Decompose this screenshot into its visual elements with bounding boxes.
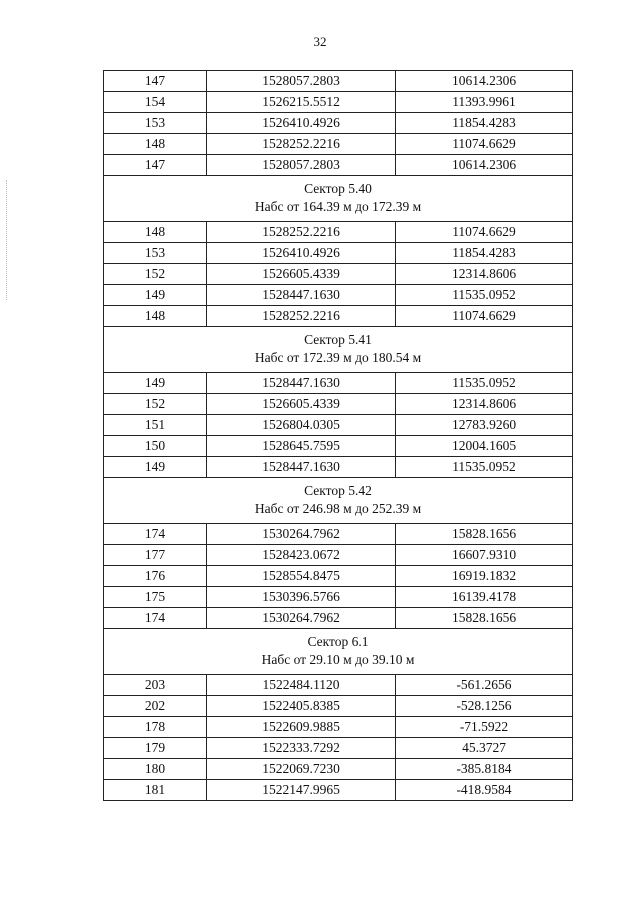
x-coordinate-cell: 1528423.0672 xyxy=(207,545,396,566)
x-coordinate-cell: 1522147.9965 xyxy=(207,780,396,801)
x-coordinate-cell: 1526410.4926 xyxy=(207,113,396,134)
x-coordinate-cell: 1528057.2803 xyxy=(207,155,396,176)
point-number-cell: 174 xyxy=(104,524,207,545)
y-coordinate-cell: 15828.1656 xyxy=(396,524,573,545)
y-coordinate-cell: 12314.8606 xyxy=(396,394,573,415)
x-coordinate-cell: 1522484.1120 xyxy=(207,675,396,696)
y-coordinate-cell: 12783.9260 xyxy=(396,415,573,436)
table-row xyxy=(104,373,573,394)
table-row xyxy=(104,71,573,92)
table-row xyxy=(104,608,573,629)
table-row xyxy=(104,134,573,155)
sector-height-range: Набс от 172.39 м до 180.54 м xyxy=(254,350,422,365)
point-number-cell: 151 xyxy=(104,415,207,436)
x-coordinate-cell: 1530264.7962 xyxy=(207,608,396,629)
y-coordinate-cell: 11854.4283 xyxy=(396,113,573,134)
point-number-cell: 149 xyxy=(104,373,207,394)
sector-title: Сектор 5.42 xyxy=(304,483,372,498)
point-number-cell: 148 xyxy=(104,306,207,327)
point-number-cell: 150 xyxy=(104,436,207,457)
table-row xyxy=(104,566,573,587)
point-number-cell: 178 xyxy=(104,717,207,738)
x-coordinate-cell: 1528447.1630 xyxy=(207,285,396,306)
sector-header xyxy=(104,478,573,524)
x-coordinate-cell: 1528447.1630 xyxy=(207,373,396,394)
table-row xyxy=(104,717,573,738)
x-coordinate-cell: 1522333.7292 xyxy=(207,738,396,759)
x-coordinate-cell: 1522069.7230 xyxy=(207,759,396,780)
y-coordinate-cell: 11535.0952 xyxy=(396,285,573,306)
y-coordinate-cell: 12004.1605 xyxy=(396,436,573,457)
table-row xyxy=(104,415,573,436)
point-number-cell: 202 xyxy=(104,696,207,717)
y-coordinate-cell: 45.3727 xyxy=(396,738,573,759)
point-number-cell: 181 xyxy=(104,780,207,801)
sector-header-row xyxy=(104,176,573,222)
sector-title: Сектор 5.41 xyxy=(304,332,372,347)
x-coordinate-cell: 1528554.8475 xyxy=(207,566,396,587)
table-row xyxy=(104,436,573,457)
y-coordinate-cell: -385.8184 xyxy=(396,759,573,780)
x-coordinate-cell: 1526410.4926 xyxy=(207,243,396,264)
point-number-cell: 149 xyxy=(104,457,207,478)
y-coordinate-cell: 11535.0952 xyxy=(396,457,573,478)
x-coordinate-cell: 1528057.2803 xyxy=(207,71,396,92)
coordinates-table xyxy=(103,70,573,801)
point-number-cell: 180 xyxy=(104,759,207,780)
point-number-cell: 203 xyxy=(104,675,207,696)
x-coordinate-cell: 1528645.7595 xyxy=(207,436,396,457)
scan-edge-mark xyxy=(6,180,8,300)
sector-header xyxy=(104,629,573,675)
sector-header-row xyxy=(104,327,573,373)
table-row xyxy=(104,222,573,243)
point-number-cell: 153 xyxy=(104,243,207,264)
table-row xyxy=(104,306,573,327)
table-row xyxy=(104,243,573,264)
y-coordinate-cell: -561.2656 xyxy=(396,675,573,696)
page-number: 32 xyxy=(313,34,327,49)
x-coordinate-cell: 1530396.5766 xyxy=(207,587,396,608)
sector-title: Сектор 5.40 xyxy=(304,181,372,196)
y-coordinate-cell: -418.9584 xyxy=(396,780,573,801)
point-number-cell: 179 xyxy=(104,738,207,759)
table-row xyxy=(104,780,573,801)
point-number-cell: 176 xyxy=(104,566,207,587)
x-coordinate-cell: 1522405.8385 xyxy=(207,696,396,717)
sector-header xyxy=(104,327,573,373)
table-row xyxy=(104,155,573,176)
y-coordinate-cell: 11393.9961 xyxy=(396,92,573,113)
sector-height-range: Набс от 164.39 м до 172.39 м xyxy=(254,199,422,214)
sector-header-row xyxy=(104,629,573,675)
x-coordinate-cell: 1528252.2216 xyxy=(207,222,396,243)
y-coordinate-cell: 11535.0952 xyxy=(396,373,573,394)
point-number-cell: 153 xyxy=(104,113,207,134)
y-coordinate-cell: 11074.6629 xyxy=(396,306,573,327)
point-number-cell: 152 xyxy=(104,394,207,415)
x-coordinate-cell: 1526804.0305 xyxy=(207,415,396,436)
y-coordinate-cell: 11074.6629 xyxy=(396,134,573,155)
table-row xyxy=(104,457,573,478)
y-coordinate-cell: 11854.4283 xyxy=(396,243,573,264)
y-coordinate-cell: -71.5922 xyxy=(396,717,573,738)
point-number-cell: 148 xyxy=(104,134,207,155)
sector-height-range: Набс от 29.10 м до 39.10 м xyxy=(261,652,415,667)
x-coordinate-cell: 1526215.5512 xyxy=(207,92,396,113)
y-coordinate-cell: 11074.6629 xyxy=(396,222,573,243)
sector-header-row xyxy=(104,478,573,524)
point-number-cell: 174 xyxy=(104,608,207,629)
point-number-cell: 147 xyxy=(104,71,207,92)
table-row xyxy=(104,738,573,759)
point-number-cell: 152 xyxy=(104,264,207,285)
x-coordinate-cell: 1528252.2216 xyxy=(207,134,396,155)
y-coordinate-cell: 16607.9310 xyxy=(396,545,573,566)
table-row xyxy=(104,394,573,415)
point-number-cell: 149 xyxy=(104,285,207,306)
table-row xyxy=(104,759,573,780)
table-row xyxy=(104,696,573,717)
x-coordinate-cell: 1528447.1630 xyxy=(207,457,396,478)
y-coordinate-cell: 16139.4178 xyxy=(396,587,573,608)
point-number-cell: 175 xyxy=(104,587,207,608)
table-row xyxy=(104,285,573,306)
x-coordinate-cell: 1526605.4339 xyxy=(207,394,396,415)
sector-height-range: Набс от 246.98 м до 252.39 м xyxy=(254,501,422,516)
point-number-cell: 154 xyxy=(104,92,207,113)
table-row xyxy=(104,92,573,113)
y-coordinate-cell: 12314.8606 xyxy=(396,264,573,285)
table-row xyxy=(104,524,573,545)
y-coordinate-cell: -528.1256 xyxy=(396,696,573,717)
point-number-cell: 147 xyxy=(104,155,207,176)
table-row xyxy=(104,264,573,285)
table-row xyxy=(104,587,573,608)
point-number-cell: 177 xyxy=(104,545,207,566)
y-coordinate-cell: 16919.1832 xyxy=(396,566,573,587)
y-coordinate-cell: 10614.2306 xyxy=(396,71,573,92)
y-coordinate-cell: 10614.2306 xyxy=(396,155,573,176)
point-number-cell: 148 xyxy=(104,222,207,243)
sector-header xyxy=(104,176,573,222)
y-coordinate-cell: 15828.1656 xyxy=(396,608,573,629)
table-row xyxy=(104,545,573,566)
x-coordinate-cell: 1528252.2216 xyxy=(207,306,396,327)
x-coordinate-cell: 1526605.4339 xyxy=(207,264,396,285)
table-row xyxy=(104,675,573,696)
sector-title: Сектор 6.1 xyxy=(307,634,369,649)
x-coordinate-cell: 1530264.7962 xyxy=(207,524,396,545)
table-row xyxy=(104,113,573,134)
x-coordinate-cell: 1522609.9885 xyxy=(207,717,396,738)
